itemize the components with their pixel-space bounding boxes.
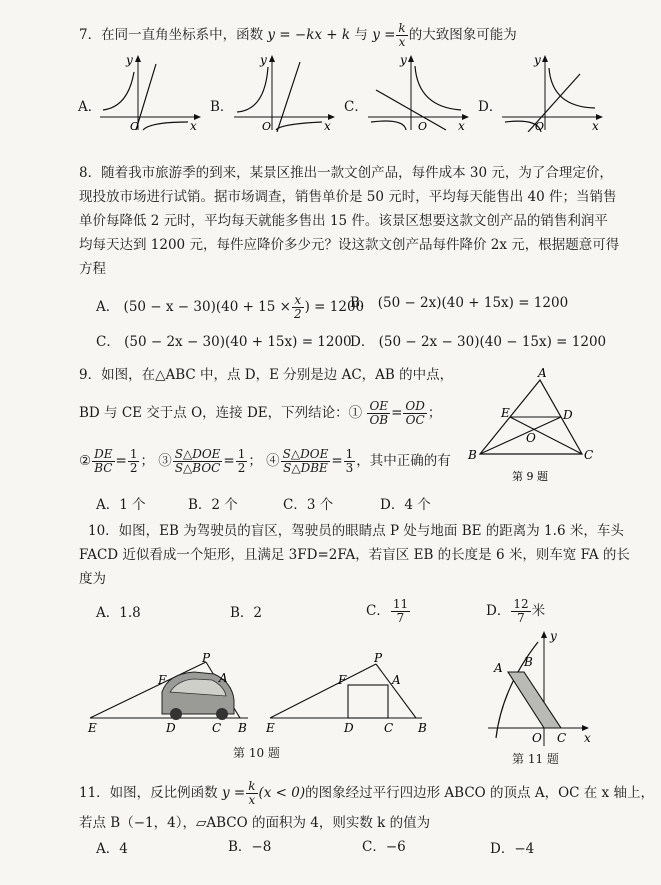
- q8-line-1: 8．随着我市旅游季的到来，某景区推出一款文创产品，每件成本 30 元，为了合理定价，: [79, 165, 613, 181]
- q7-graph-d: [500, 52, 610, 132]
- q8-line-5: 方程: [79, 261, 106, 277]
- point-label-b: B: [418, 721, 427, 734]
- axis-x-label: x: [584, 731, 591, 745]
- q10-option-c[interactable]: C． $\frac{11}{7}$: [366, 597, 409, 625]
- q7-option-a-label[interactable]: A．: [78, 99, 102, 115]
- q10-line-2: FACD 近似看成一个矩形，且满足 3FD=2FA，若盲区 EB 的长度是 6 米，则车宽 FA 的长: [79, 547, 630, 563]
- axis-x-label: x: [592, 119, 599, 132]
- q7-stem: 7．在同一直角坐标系中，函数 y = −kx + k 与 y = $\frac{k}{x}$ 的大致图象可能为: [79, 21, 517, 49]
- q10-car-figure: [86, 652, 256, 734]
- axis-x-label: x: [324, 119, 331, 132]
- q11-option-b[interactable]: B．−8: [228, 839, 272, 855]
- q10-rectangle-figure: [262, 652, 432, 734]
- axis-y-label: y: [400, 53, 407, 67]
- vertex-label-a: A: [494, 661, 503, 675]
- q7-option-c-label[interactable]: C．: [344, 99, 368, 115]
- q7-graph-a: [98, 52, 208, 132]
- origin-label: O: [418, 120, 428, 132]
- q7-option-d-label[interactable]: D．: [478, 99, 503, 115]
- point-label-b: B: [238, 721, 247, 734]
- point-label-d: D: [166, 721, 176, 734]
- q11-option-d[interactable]: D．−4: [490, 841, 535, 857]
- axis-y-label: y: [550, 629, 557, 643]
- origin-label: O: [130, 120, 140, 132]
- q8-option-b[interactable]: B． (50 − 2x)(40 + 15x) = 1200: [350, 295, 569, 311]
- q8-line-4: 均每天达到 1200 元，每件应降价多少元？设这款文创产品每件降价 2x 元，根据题意可得: [79, 237, 620, 253]
- q9-option-d[interactable]: D．4 个: [380, 497, 431, 513]
- q10-option-b[interactable]: B．2: [230, 605, 263, 621]
- q10-line-3: 度为: [79, 571, 106, 587]
- q9-line-3: ② $\frac{DE}{BC}$ = $\frac{1}{2}$ ； ③ $\frac{\text{S△DOE}}{\text{S△BOC}}$ = $\frac{1}{2}$ ； ④ $\frac{\text{S△DOE}}{\text{S△DBE}}$ = $\frac{1}{3}$ ，其中正确的有: [79, 447, 451, 475]
- point-label-c: C: [384, 721, 394, 734]
- q9-line-1: 9．如图，在△ABC 中，点 D，E 分别是边 AC，AB 的中点，: [79, 367, 454, 383]
- q10-option-d[interactable]: D． $\frac{12}{7}$ 米: [486, 597, 546, 625]
- vertex-label-b: B: [468, 448, 477, 462]
- q10-option-a[interactable]: A．1.8: [96, 605, 141, 621]
- q9-line-2: BD 与 CE 交于点 O，连接 DE，下列结论：① $\frac{OE}{OB}$ = $\frac{OD}{OC}$ ；: [79, 399, 442, 427]
- vertex-label-c: C: [584, 448, 594, 462]
- q7-graph-c: [366, 52, 476, 132]
- q8-line-3: 单价每降低 2 元时，平均每天就能多售出 15 件。该景区想要这款文创产品的销售利润平: [79, 213, 608, 229]
- point-label-e: E: [266, 721, 275, 734]
- axis-x-label: x: [458, 119, 465, 132]
- point-label-e: E: [88, 721, 97, 734]
- origin-label: O: [532, 731, 542, 745]
- vertex-label-e: E: [501, 406, 510, 420]
- q11-option-a[interactable]: A．4: [96, 841, 128, 857]
- origin-label: O: [262, 120, 272, 132]
- q11-parallelogram-figure: [486, 628, 598, 752]
- q9-option-a[interactable]: A．1 个: [96, 497, 146, 513]
- q11-line-2: 若点 B（−1，4），▱ABCO 的面积为 4，则实数 k 的值为: [79, 815, 431, 831]
- point-label-a: A: [219, 671, 228, 685]
- q9-option-b[interactable]: B．2 个: [188, 497, 238, 513]
- q10-line-1: 10．如图，EB 为驾驶员的盲区，驾驶员的眼睛点 P 处与地面 BE 的距离为 1.6 米，车头: [88, 523, 624, 539]
- vertex-label-c: C: [557, 731, 567, 745]
- axis-y-label: y: [260, 53, 267, 67]
- q8-option-d[interactable]: D． (50 − 2x − 30)(40 − 15x) = 1200: [350, 334, 607, 350]
- q9-triangle-figure: [466, 366, 596, 486]
- point-label-p: P: [202, 652, 211, 665]
- point-label-p: P: [374, 652, 383, 665]
- point-label-c: C: [212, 721, 222, 734]
- point-label-f: F: [338, 673, 347, 687]
- vertex-label-o: O: [526, 431, 536, 445]
- axis-y-label: y: [126, 53, 133, 67]
- q8-option-c[interactable]: C． (50 − 2x − 30)(40 + 15x) = 1200: [96, 334, 352, 350]
- point-label-f: F: [158, 673, 167, 687]
- point-label-a: A: [392, 673, 401, 687]
- q8-option-a[interactable]: A． (50 − x − 30)(40 + 15 × $\frac{x}{2}$ ) = 1200: [96, 293, 365, 321]
- vertex-label-b: B: [524, 655, 533, 669]
- q11-figure-caption: 第 11 题: [512, 752, 559, 766]
- vertex-label-a: A: [538, 366, 547, 380]
- q7-option-b-label[interactable]: B．: [210, 99, 234, 115]
- axis-x-label: x: [190, 119, 197, 132]
- origin-label: O: [535, 120, 545, 132]
- vertex-label-d: D: [563, 408, 573, 422]
- q8-line-2: 现投放市场进行试销。据市场调查，销售单价是 50 元时，平均每天能售出 40 件；当销售: [79, 189, 617, 205]
- q10-figure-caption: 第 10 题: [233, 746, 280, 760]
- q9-figure-caption: 第 9 题: [512, 470, 548, 483]
- q9-option-c[interactable]: C．3 个: [283, 497, 334, 513]
- q11-option-c[interactable]: C．−6: [362, 839, 406, 855]
- axis-y-label: y: [534, 53, 541, 67]
- q11-line-1: 11．如图，反比例函数 y = $\frac{k}{x}$ (x < 0)的图象经过平行四边形 ABCO 的顶点 A，OC 在 x 轴上，: [79, 779, 654, 807]
- q7-graph-b: [232, 52, 342, 132]
- point-label-d: D: [344, 721, 354, 734]
